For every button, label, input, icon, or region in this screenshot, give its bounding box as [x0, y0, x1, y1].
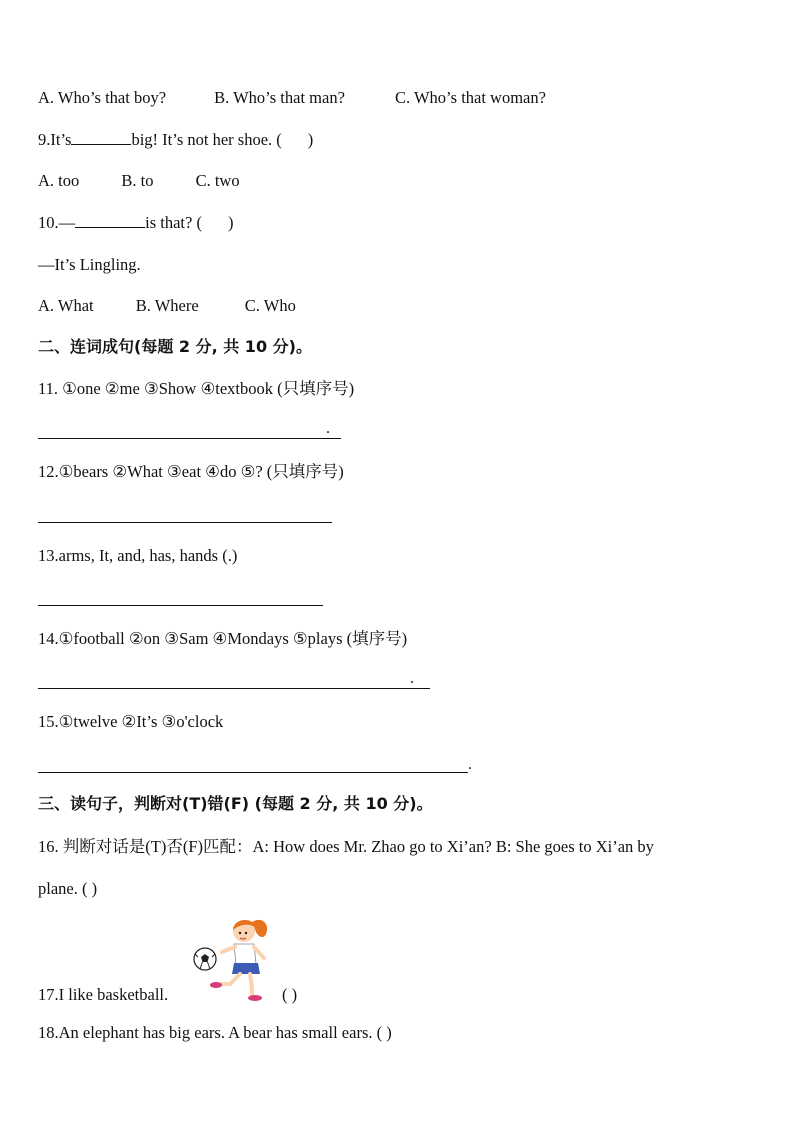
q12-answer-line[interactable] [38, 521, 332, 523]
girl-kicking-football-image [192, 914, 272, 1002]
q13-text: 13.arms, It, and, has, hands (.) [38, 546, 238, 565]
section-2-title: 二、连词成句(每题 2 分, 共 10 分)。 [38, 337, 312, 356]
q16-line-1: 16. 判断对话是(T)否(F)匹配：A: How does Mr. Zhao go to Xi’an? B: She goes to Xi’an by [38, 837, 654, 856]
q13-answer-line[interactable] [38, 604, 323, 606]
q17-text: 17.I like basketball. [38, 985, 169, 1004]
q15-period: . [468, 756, 472, 773]
section-3-title: 三、读句子，判断对(T)错(F) (每题 2 分, 共 10 分)。 [38, 794, 433, 813]
q8-option-c: C. Who’s that woman? [395, 88, 546, 107]
q14-text: 14.①football ②on ③Sam ④Mondays ⑤plays (填序号) [38, 629, 408, 648]
q14-period: . [410, 670, 414, 687]
q11-text: 11. ①one ②me ③Show ④textbook (只填序号) [38, 379, 355, 398]
q10-option-a: A. What [38, 296, 94, 315]
q9-suffix: big! It’s not her shoe. ( [131, 130, 282, 149]
q8-option-b: B. Who’s that man? [214, 88, 345, 107]
q10-options [38, 296, 296, 316]
q10-close-paren: ) [227, 213, 234, 232]
q8-options [38, 88, 546, 108]
q9-option-b: B. to [121, 171, 154, 190]
q9-option-a: A. too [38, 171, 80, 190]
q10-answer: —It’s Lingling. [38, 255, 141, 274]
q9-question [38, 130, 313, 150]
q12-text: 12.①bears ②What ③eat ④do ⑤? (只填序号) [38, 462, 344, 481]
q16-line-2: plane. ( ) [38, 879, 98, 898]
football-icon [194, 948, 216, 970]
q15-text: 15.①twelve ②It’s ③o'clock [38, 712, 224, 731]
q14-answer-line[interactable] [38, 687, 430, 689]
q10-prefix: 10.— [38, 213, 76, 232]
q11-answer-line[interactable] [38, 437, 341, 439]
q11-period: . [326, 420, 330, 437]
q10-suffix: is that? ( [145, 213, 202, 232]
q10-option-c: C. Who [244, 296, 296, 315]
q8-option-a: A. Who’s that boy? [38, 88, 167, 107]
q9-options [38, 171, 240, 191]
q9-blank[interactable] [71, 130, 131, 145]
q9-prefix: 9.It’s [38, 130, 72, 149]
q15-answer-line[interactable] [38, 771, 468, 773]
q9-option-c: C. two [195, 171, 240, 190]
q18-text: 18.An elephant has big ears. A bear has small ears. ( ) [38, 1023, 392, 1042]
q9-close-paren: ) [307, 130, 314, 149]
q10-option-b: B. Where [135, 296, 199, 315]
q17-paren[interactable]: ( ) [282, 985, 298, 1004]
q10-blank[interactable] [75, 213, 145, 228]
q10-question [38, 213, 233, 233]
